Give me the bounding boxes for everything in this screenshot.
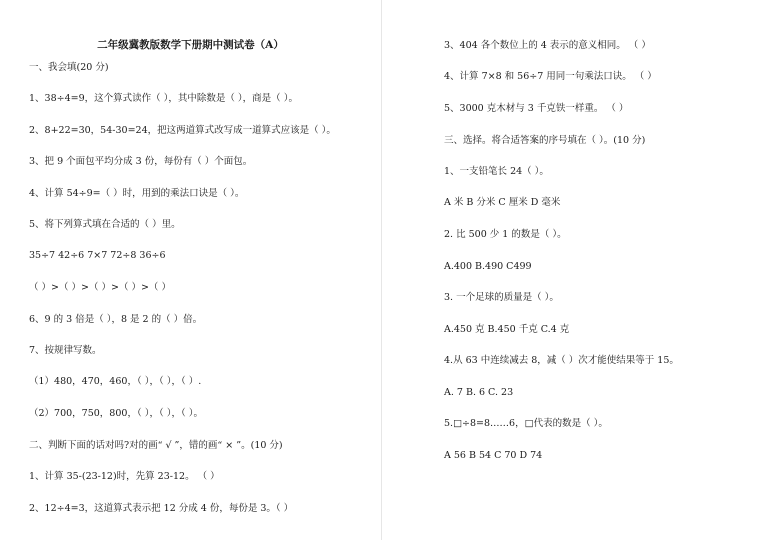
- question-1-5-expressions: 35÷7 42÷6 7×7 72÷8 36÷6: [29, 250, 166, 261]
- question-2-4: 4、计算 7×8 和 56÷7 用同一句乘法口诀。 （ ）: [444, 71, 657, 82]
- section-2-heading: 二、判断下面的话对吗?对的画“ √ ”，错的画“ × ”。(10 分): [29, 440, 283, 451]
- question-1-5-blanks: （ ）>（ ）>（ ）>（ ）>（ ）: [29, 282, 171, 293]
- question-1-5: 5、将下列算式填在合适的（ ）里。: [29, 219, 181, 230]
- question-1-7-2: （2）700，750，800，（ ），（ ），（ ）。: [29, 408, 204, 419]
- question-1-7-1: （1）480，470，460，（ ），（ ），（ ）.: [29, 376, 202, 387]
- question-3-2: 2. 比 500 少 1 的数是（ ）。: [444, 229, 567, 240]
- question-3-4-options: A. 7 B. 6 C. 23: [444, 387, 514, 398]
- left-page: [0, 0, 381, 540]
- question-3-5: 5.□÷8=8……6，□代表的数是（ ）。: [444, 418, 608, 429]
- question-3-1: 1、一支铅笔长 24（ ）。: [444, 166, 549, 177]
- page-title: 二年级冀教版数学下册期中测试卷（A）: [97, 39, 284, 51]
- question-1-2: 2、8+22=30，54-30=24，把这两道算式改写成一道算式应该是（ ）。: [29, 125, 336, 136]
- question-3-3: 3. 一个足球的质量是（ ）。: [444, 292, 559, 303]
- section-1-heading: 一、我会填(20 分): [29, 62, 109, 73]
- question-3-2-options: A.400 B.490 C499: [444, 261, 532, 272]
- question-1-3: 3、把 9 个面包平均分成 3 份，每份有（ ）个面包。: [29, 156, 253, 167]
- question-1-1: 1、38÷4=9，这个算式读作（ ），其中除数是（ ），商是（ ）。: [29, 93, 298, 104]
- question-3-1-options: A 米 B 分米 C 厘米 D 毫米: [444, 197, 561, 208]
- question-3-4: 4.从 63 中连续减去 8，减（ ）次才能使结果等于 15。: [444, 355, 679, 366]
- question-2-5: 5、3000 克木材与 3 千克铁一样重。 （ ）: [444, 103, 629, 114]
- question-3-5-options: A 56 B 54 C 70 D 74: [444, 450, 543, 461]
- question-2-2: 2、12÷4=3，这道算式表示把 12 分成 4 份，每份是 3。（ ）: [29, 503, 294, 514]
- question-1-4: 4、计算 54÷9=（ ）时，用到的乘法口诀是（ ）。: [29, 188, 245, 199]
- right-page: [382, 0, 764, 540]
- question-3-3-options: A.450 克 B.450 千克 C.4 克: [444, 324, 570, 335]
- question-1-6: 6、9 的 3 倍是（ ），8 是 2 的（ ）倍。: [29, 314, 203, 325]
- question-2-3: 3、404 各个数位上的 4 表示的意义相同。 （ ）: [444, 40, 651, 51]
- question-2-1: 1、计算 35-(23-12)时，先算 23-12。 （ ）: [29, 471, 220, 482]
- question-1-7: 7、按规律写数。: [29, 345, 102, 356]
- section-3-heading: 三、选择。将合适答案的序号填在（ ）。(10 分): [444, 135, 646, 146]
